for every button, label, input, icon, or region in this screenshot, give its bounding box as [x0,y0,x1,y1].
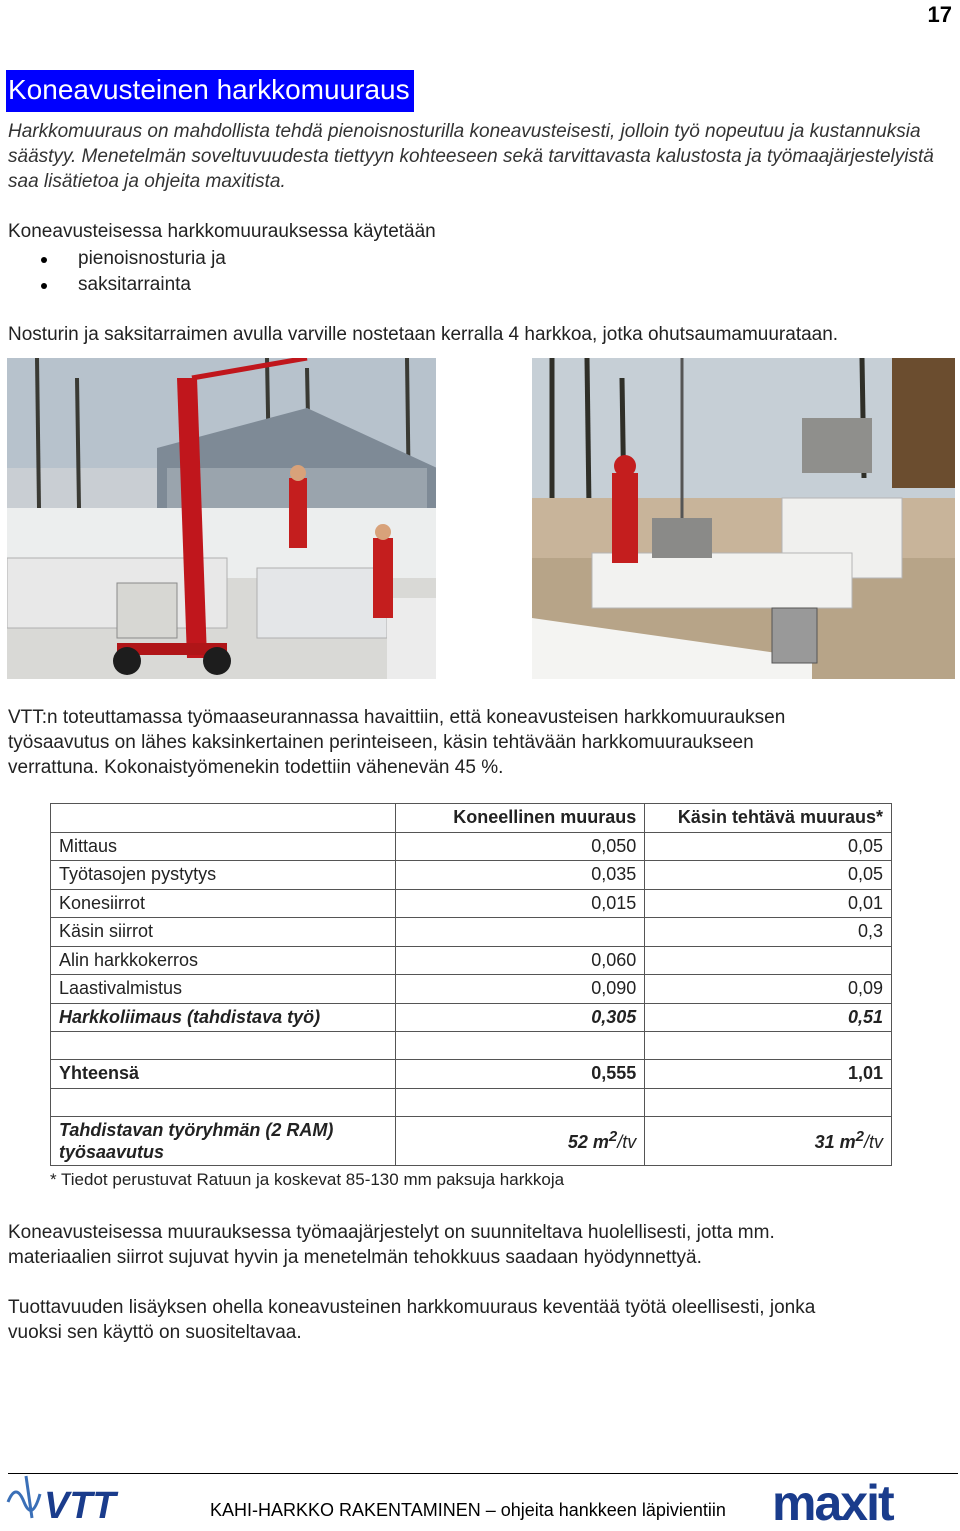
value-cell: 0,3 [645,918,892,947]
svg-text:maxit: maxit [772,1478,893,1526]
row-label: Konesiirrot [51,889,396,918]
table-total-row [51,1060,892,1089]
lead-text: Koneavusteisessa harkkomuurauksessa käytetään [8,221,436,242]
row-label: Tahdistavan työryhmän (2 RAM) työsaavutus [51,1116,396,1165]
study-line-3: verrattuna. Kokonaistyömenekin todettiin vähenevän 45 %. [8,757,504,778]
value-cell: 0,305 [395,1003,645,1032]
row-label: Laastivalmistus [51,975,396,1004]
bullet-icon [41,283,47,289]
header-cell: Käsin tehtävä muuraus* [645,804,892,833]
list-item: pienoisnosturia ja [8,246,226,272]
page-number: 17 [927,2,952,27]
value-cell [395,918,645,947]
table-spacer-row [51,1088,892,1116]
table-row [51,918,892,947]
study-line-2: työsaavutus on lähes kaksinkertainen perinteiseen, käsin tehtävään harkkomuuraukseen [8,732,754,753]
photo-mini-crane [7,358,436,679]
table-rate-row [51,1116,892,1165]
value-cell: 0,555 [395,1060,645,1089]
header-cell: Koneellinen muuraus [395,804,645,833]
table-row [51,1003,892,1032]
hoist-sentence: Nosturin ja saksitarraimen avulla varville nostetaan kerralla 4 harkkoa, jotka ohutsaumamuurataan. [8,324,839,345]
table-row [51,946,892,975]
row-label: Yhteensä [51,1060,396,1089]
closing-line-1: Koneavusteisessa muurauksessa työmaajärjestelyt on suunniteltava huolellisesti, jotta mm. [8,1222,775,1243]
section-heading: Koneavusteinen harkkomuuraus [6,70,414,112]
value-cell: 1,01 [645,1060,892,1089]
list-item: saksitarrainta [8,272,226,298]
bullet-icon [41,257,47,263]
row-label: Alin harkkokerros [51,946,396,975]
closing-line-3: Tuottavuuden lisäyksen ohella koneavusteinen harkkomuuraus keventää työtä oleellisesti, jonka [8,1297,816,1318]
header-cell [51,804,396,833]
table-header-row [51,804,892,833]
bullet-list [8,246,226,298]
value-cell [645,946,892,975]
intro-paragraph: Harkkomuuraus on mahdollista tehdä pienoisnosturilla koneavusteisesti, jolloin työ nopeutuu ja kustannuksia säästyy. Menetelmän soveltuvuudesta tiettyyn kohteeseen sekä tarvittavasta kalustosta ja työmaajärjestelyistä saa lisätietoa ja ohjeita maxitista. [8,121,934,192]
table-row [51,861,892,890]
maxit-logo [772,1478,952,1531]
table-row [51,889,892,918]
footer-divider [8,1473,958,1474]
value-cell: 0,090 [395,975,645,1004]
value-cell: 0,05 [645,861,892,890]
closing-line-2: materiaalien siirrot sujuvat hyvin ja menetelmän tehokkuus saadaan hyödynnettyä. [8,1247,702,1268]
value-cell: 0,51 [645,1003,892,1032]
value-cell: 0,09 [645,975,892,1004]
photo-scissor-lifter [532,358,955,679]
table-spacer-row [51,1032,892,1060]
value-cell: 0,060 [395,946,645,975]
value-cell: 0,015 [395,889,645,918]
value-cell: 0,050 [395,832,645,861]
value-cell: 0,035 [395,861,645,890]
value-cell: 0,05 [645,832,892,861]
value-cell: 31 $m^2/tv$ [645,1116,892,1165]
row-label: Mittaus [51,832,396,861]
row-label: Työtasojen pystytys [51,861,396,890]
value-cell: 0,01 [645,889,892,918]
table-row [51,975,892,1004]
svg-text:VTT: VTT [44,1485,116,1524]
row-label: Käsin siirrot [51,918,396,947]
study-line-1: VTT:n toteuttamassa työmaaseurannassa havaittiin, että koneavusteisen harkkomuurauksen [8,707,786,728]
row-label: Harkkoliimaus (tahdistava työ) [51,1003,396,1032]
table-footnote: * Tiedot perustuvat Ratuun ja koskevat 85-130 mm paksuja harkkoja [50,1170,565,1189]
productivity-table [50,803,892,1166]
vtt-logo [6,1474,136,1529]
table-row [51,832,892,861]
footer-text: KAHI-HARKKO RAKENTAMINEN – ohjeita hankkeen läpivientiin [210,1500,726,1520]
closing-line-4: vuoksi sen käyttö on suositeltavaa. [8,1322,302,1343]
value-cell: 52 $m^2/tv$ [395,1116,645,1165]
